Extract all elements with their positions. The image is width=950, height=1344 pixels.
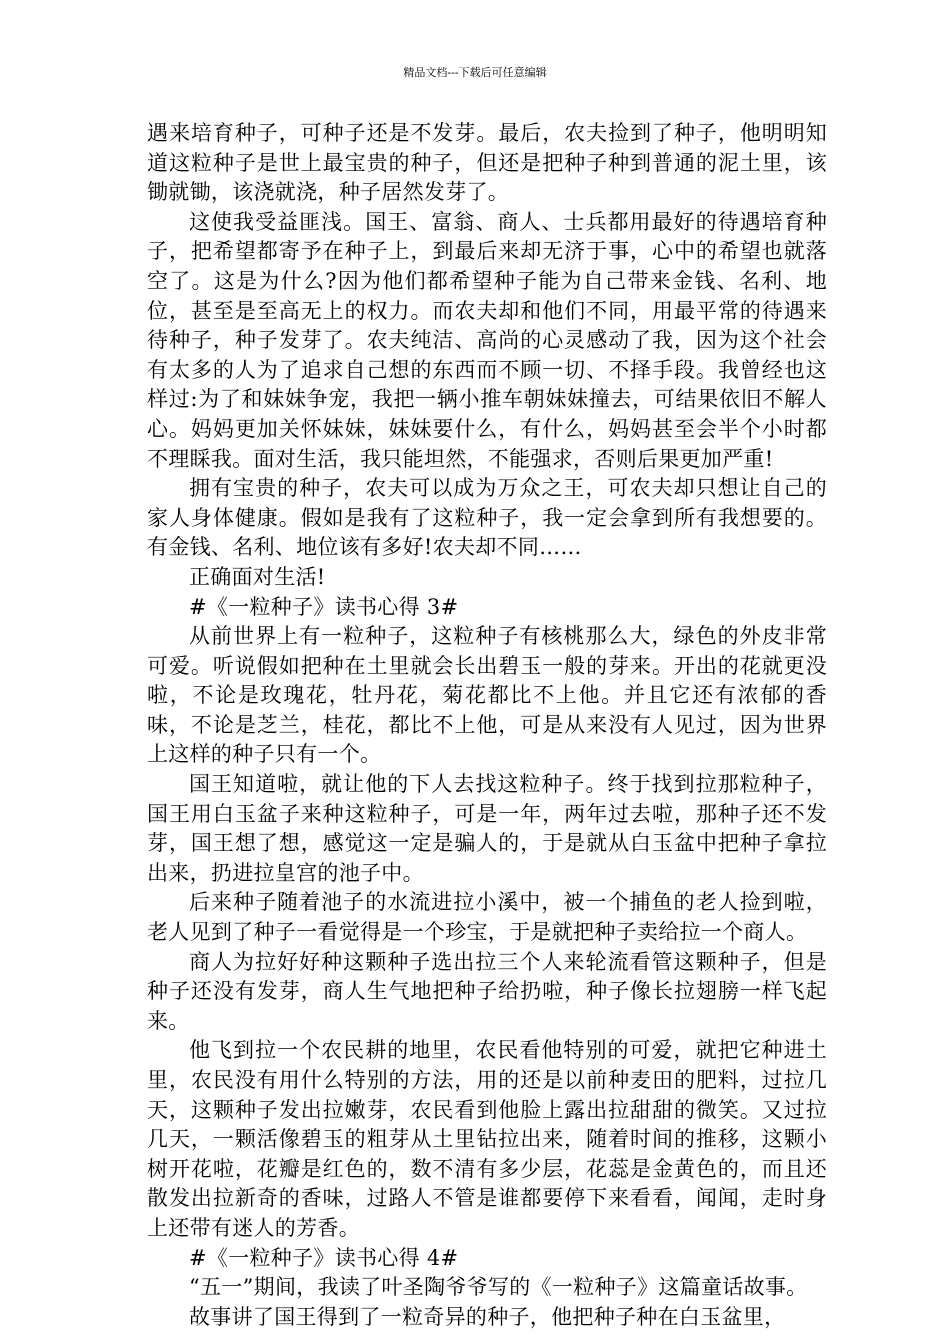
section-heading: #《一粒种子》读书心得 4#	[189, 1245, 459, 1270]
paragraph: 故事讲了国王得到了一粒奇异的种子，他把种子种在白玉盆里，	[189, 1304, 786, 1329]
paragraph: 拥有宝贵的种子，农夫可以成为万众之王，可农夫却只想让自己的家人身体健康。假如是我有了这粒种子，我一定会拿到所有我想要的。有金钱、名利、地位该有多好!农夫却不同……	[147, 476, 827, 560]
paragraph: 遇来培育种子，可种子还是不发芽。最后，农夫捡到了种子，他明明知道这粒种子是世上最宝贵的种子，但还是把种子种到普通的泥土里，该锄就锄，该浇就浇，种子居然发芽了。	[147, 121, 827, 205]
paragraph: 他飞到拉一个农民耕的地里，农民看他特别的可爱，就把它种进土里，农民没有用什么特别的方法，用的还是以前种麦田的肥料，过拉几天，这颗种子发出拉嫩芽，农民看到他脸上露出拉甜甜的微笑。又过拉几天，一颗活像碧玉的粗芽从土里钻拉出来，随着时间的推移，这颗小树开花啦，花瓣是红色的，数不清有多少层，花蕊是金黄色的，而且还散发出拉新奇的香味，过路人不管是谁都要停下来看看，闻闻，走时身上还带有迷人的芳香。	[147, 1038, 827, 1240]
paragraph: “五一”期间，我读了叶圣陶爷爷写的《一粒种子》这篇童话故事。	[189, 1275, 808, 1300]
paragraph: 国王知道啦，就让他的下人去找这粒种子。终于找到拉那粒种子，国王用白玉盆子来种这粒种子，可是一年，两年过去啦，那种子还不发芽，国王想了想，感觉这一定是骗人的，于是就从白玉盆中把种子拿拉出来，扔进拉皇宫的池子中。	[147, 772, 827, 885]
page-header: 精品文档---下载后可任意编辑	[403, 66, 547, 79]
paragraph: 后来种子随着池子的水流进拉小溪中，被一个捕鱼的老人捡到啦，老人见到了种子一看觉得是一个珍宝，于是就把种子卖给拉一个商人。	[147, 890, 827, 945]
section-heading: #《一粒种子》读书心得 3#	[189, 594, 459, 619]
paragraph: 正确面对生活!	[189, 564, 326, 589]
paragraph: 这使我受益匪浅。国王、富翁、商人、士兵都用最好的待遇培育种子，把希望都寄予在种子上，到最后来却无济于事，心中的希望也就落空了。这是为什么?因为他们都希望种子能为自己带来金钱、名利、地位，甚至是至高无上的权力。而农夫却和他们不同，用最平常的待遇来待种子，种子发芽了。农夫纯洁、高尚的心灵感动了我，因为这个社会有太多的人为了追求自己想的东西而不顾一切、不择手段。我曾经也这样过:为了和妹妹争宠，我把一辆小推车朝妹妹撞去，可结果依旧不解人心。妈妈更加关怀妹妹，妹妹要什么，有什么，妈妈甚至会半个小时都不理睬我。面对生活，我只能坦然，不能强求，否则后果更加严重!	[147, 209, 827, 471]
document-body	[147, 119, 827, 1332]
paragraph: 商人为拉好好种这颗种子选出拉三个人来轮流看管这颗种子，但是种子还没有发芽，商人生气地把种子给扔啦，种子像长拉翅膀一样飞起来。	[147, 949, 827, 1033]
paragraph: 从前世界上有一粒种子，这粒种子有核桃那么大，绿色的外皮非常可爱。听说假如把种在土里就会长出碧玉一般的芽来。开出的花就更没啦，不论是玫瑰花，牡丹花，菊花都比不上他。并且它还有浓郁的香味，不论是芝兰，桂花，都比不上他，可是从来没有人见过，因为世界上这样的种子只有一个。	[147, 624, 827, 767]
